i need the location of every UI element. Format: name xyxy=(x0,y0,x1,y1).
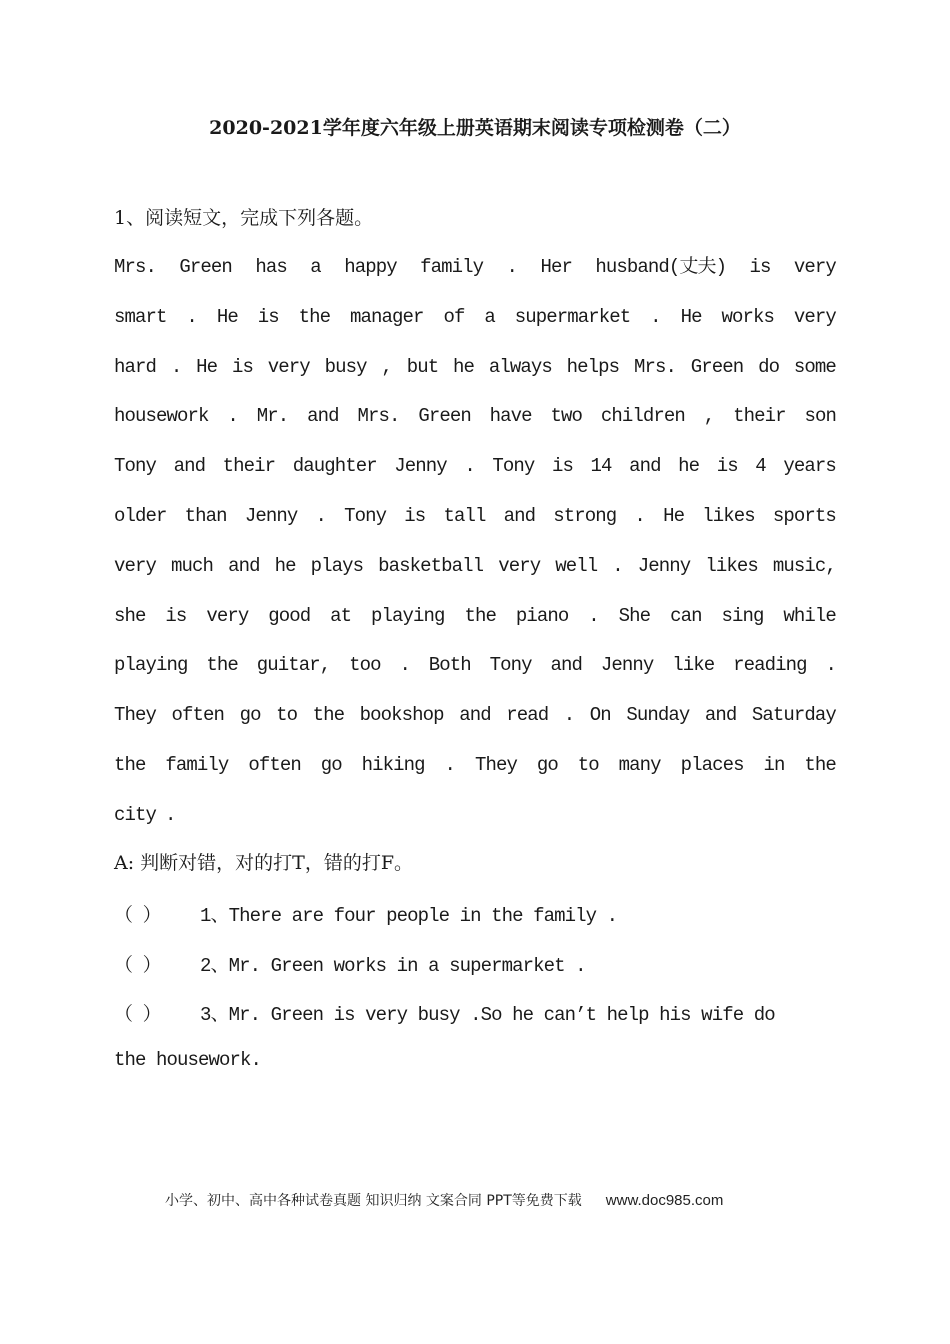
word: reading xyxy=(733,654,807,677)
passage-line xyxy=(114,648,836,698)
word: she xyxy=(114,604,146,627)
word: and xyxy=(307,405,339,428)
word: Tony xyxy=(489,654,532,677)
word: Jenny xyxy=(244,504,298,527)
word: children xyxy=(600,405,685,428)
word: has xyxy=(255,256,287,278)
word: can xyxy=(670,604,702,627)
footer-text: 小学、初中、高中各种试卷真题 知识归纳 文案合同 PPT等免费下载 xyxy=(165,1193,582,1209)
word: Tony xyxy=(114,455,157,478)
word: likes xyxy=(705,554,758,577)
word: is xyxy=(231,355,253,378)
word: go xyxy=(320,753,342,776)
word: he xyxy=(453,355,475,378)
word: very xyxy=(267,355,310,378)
question-text: 3、Mr. Green is very busy .So he can’t help his wife do xyxy=(200,1004,775,1026)
word: good xyxy=(268,604,311,627)
word: . xyxy=(612,554,623,577)
word: family xyxy=(420,256,484,278)
word: like xyxy=(672,654,715,677)
word: city xyxy=(114,803,157,826)
word: and xyxy=(629,455,661,478)
word: Mrs. xyxy=(633,355,676,378)
word: husband(丈夫) xyxy=(595,256,727,278)
word: . xyxy=(165,803,176,826)
word: He xyxy=(680,305,702,328)
word: playing xyxy=(371,604,445,627)
document-title: 2020-2021学年度六年级上册英语期末阅读专项检测卷（二） xyxy=(209,117,741,139)
word: the xyxy=(114,753,146,776)
word: . xyxy=(588,604,599,627)
word: They xyxy=(474,753,517,776)
word: always xyxy=(488,355,552,378)
word: They xyxy=(114,704,157,727)
word: hiking xyxy=(361,753,425,776)
word: . xyxy=(186,305,197,328)
word: . xyxy=(563,704,575,727)
word: read xyxy=(506,704,549,727)
word: Mrs. xyxy=(114,256,157,278)
word: in xyxy=(763,753,785,776)
word: plays xyxy=(310,554,364,577)
word: . xyxy=(444,753,456,776)
passage-line xyxy=(114,599,836,649)
question-instruction: A: 判断对错，对的打T，错的打F。 xyxy=(114,852,414,874)
word: the xyxy=(298,305,331,328)
passage-line xyxy=(114,798,836,848)
word: He xyxy=(216,305,238,328)
word: son xyxy=(804,405,836,428)
word: the xyxy=(312,704,345,727)
word: to xyxy=(276,704,298,727)
passage-line xyxy=(114,748,836,798)
word: and xyxy=(173,455,206,478)
word: much xyxy=(171,554,214,577)
word: have xyxy=(489,405,532,428)
passage-line xyxy=(114,449,836,499)
word: playing xyxy=(114,654,188,677)
reading-passage xyxy=(114,250,836,848)
word: . xyxy=(506,256,518,278)
word: very xyxy=(498,554,541,577)
answer-blank[interactable]: （ ） xyxy=(114,1004,161,1026)
word: hard xyxy=(114,355,157,378)
passage-line xyxy=(114,549,836,599)
word: and xyxy=(503,504,536,527)
word: manager xyxy=(350,305,424,328)
word: and xyxy=(459,704,491,727)
word: the xyxy=(804,753,836,776)
passage-line xyxy=(114,399,836,449)
word: , xyxy=(381,355,392,378)
word: a xyxy=(310,256,321,278)
word: of xyxy=(443,305,465,328)
footer-url[interactable]: www.doc985.com xyxy=(605,1192,724,1209)
word: Green xyxy=(179,256,232,278)
word: . xyxy=(399,654,410,677)
word: is xyxy=(257,305,279,328)
word: . xyxy=(650,305,661,328)
word: He xyxy=(663,504,685,527)
word: and xyxy=(550,654,583,677)
word: likes xyxy=(702,504,755,527)
passage-line xyxy=(114,300,836,350)
question-item-1 xyxy=(114,900,617,927)
word: Green xyxy=(690,355,744,378)
word: is xyxy=(165,604,187,627)
word: He xyxy=(196,355,218,378)
answer-blank[interactable]: （ ） xyxy=(114,955,161,977)
word: and xyxy=(704,704,737,727)
question-continuation: the housework. xyxy=(114,1049,262,1071)
word: is xyxy=(716,455,738,478)
word: busy xyxy=(324,355,367,378)
word: . xyxy=(227,405,238,428)
word: Mrs. xyxy=(357,405,400,428)
word: their xyxy=(222,455,276,478)
word: Tony xyxy=(344,504,387,527)
word: happy xyxy=(344,256,397,278)
word: sports xyxy=(772,504,836,527)
word: sing xyxy=(721,604,764,627)
word: 14 xyxy=(590,455,612,478)
word: Jenny xyxy=(637,554,691,577)
word: very xyxy=(114,554,157,577)
word: housework xyxy=(114,405,209,428)
word: Jenny xyxy=(600,654,654,677)
word: supermarket xyxy=(514,305,631,328)
word: often xyxy=(248,753,301,776)
word: is xyxy=(749,256,771,278)
word: and xyxy=(228,554,260,577)
word: guitar, xyxy=(256,654,331,677)
word: their xyxy=(733,405,786,428)
word: tall xyxy=(443,504,486,527)
word: well xyxy=(555,554,598,577)
word: very xyxy=(793,305,836,328)
word: . xyxy=(315,504,326,527)
word: years xyxy=(783,455,836,478)
word: Mr. xyxy=(256,405,289,428)
word: at xyxy=(330,604,352,627)
word: the xyxy=(464,604,496,627)
word: Sunday xyxy=(626,704,690,727)
word: Jenny xyxy=(394,455,447,478)
answer-blank[interactable]: （ ） xyxy=(114,905,161,927)
word: works xyxy=(721,305,774,328)
word: . xyxy=(170,355,182,378)
word: very xyxy=(206,604,249,627)
word: smart xyxy=(114,305,167,328)
word: but xyxy=(406,355,439,378)
word: strong xyxy=(553,504,617,527)
word: piano xyxy=(515,604,569,627)
passage-line xyxy=(114,350,836,400)
word: while xyxy=(783,604,836,627)
word: . xyxy=(825,654,836,677)
word: family xyxy=(165,753,229,776)
word: Both xyxy=(428,654,471,677)
word: bookshop xyxy=(359,704,444,727)
word: very xyxy=(793,256,836,278)
page-footer xyxy=(165,1190,723,1210)
word: places xyxy=(680,753,744,776)
question-text: 2、Mr. Green works in a supermarket . xyxy=(200,955,586,977)
word: some xyxy=(793,355,836,378)
word: is xyxy=(551,455,573,478)
question-item-2 xyxy=(114,950,586,977)
word: . xyxy=(634,504,645,527)
question-text: 1、There are four people in the family . xyxy=(200,905,618,927)
word: older xyxy=(114,504,167,527)
word: music, xyxy=(772,554,836,577)
passage-line xyxy=(114,698,836,748)
word: helps xyxy=(566,355,620,378)
question-item-3 xyxy=(114,999,775,1026)
word: go xyxy=(536,753,558,776)
word: do xyxy=(758,355,780,378)
word: daughter xyxy=(292,455,377,478)
word: She xyxy=(618,604,651,627)
passage-line xyxy=(114,250,836,300)
word: go xyxy=(239,704,261,727)
word: to xyxy=(577,753,599,776)
word: is xyxy=(404,504,426,527)
word: basketball xyxy=(378,554,484,577)
word: On xyxy=(589,704,611,727)
word: than xyxy=(184,504,227,527)
word: Tony xyxy=(492,455,535,478)
word: , xyxy=(703,405,715,428)
word: . xyxy=(464,455,475,478)
word: often xyxy=(171,704,225,727)
section-heading: 1、阅读短文，完成下列各题。 xyxy=(114,207,374,229)
word: he xyxy=(274,554,296,577)
word: 4 xyxy=(755,455,766,478)
word: the xyxy=(206,654,238,677)
word: he xyxy=(678,455,700,478)
word: Green xyxy=(418,405,471,428)
word: a xyxy=(484,305,495,328)
word: Saturday xyxy=(751,704,836,727)
word: many xyxy=(618,753,661,776)
word: Her xyxy=(540,256,572,278)
word: too xyxy=(349,654,381,677)
passage-line xyxy=(114,499,836,549)
word: two xyxy=(550,405,583,428)
